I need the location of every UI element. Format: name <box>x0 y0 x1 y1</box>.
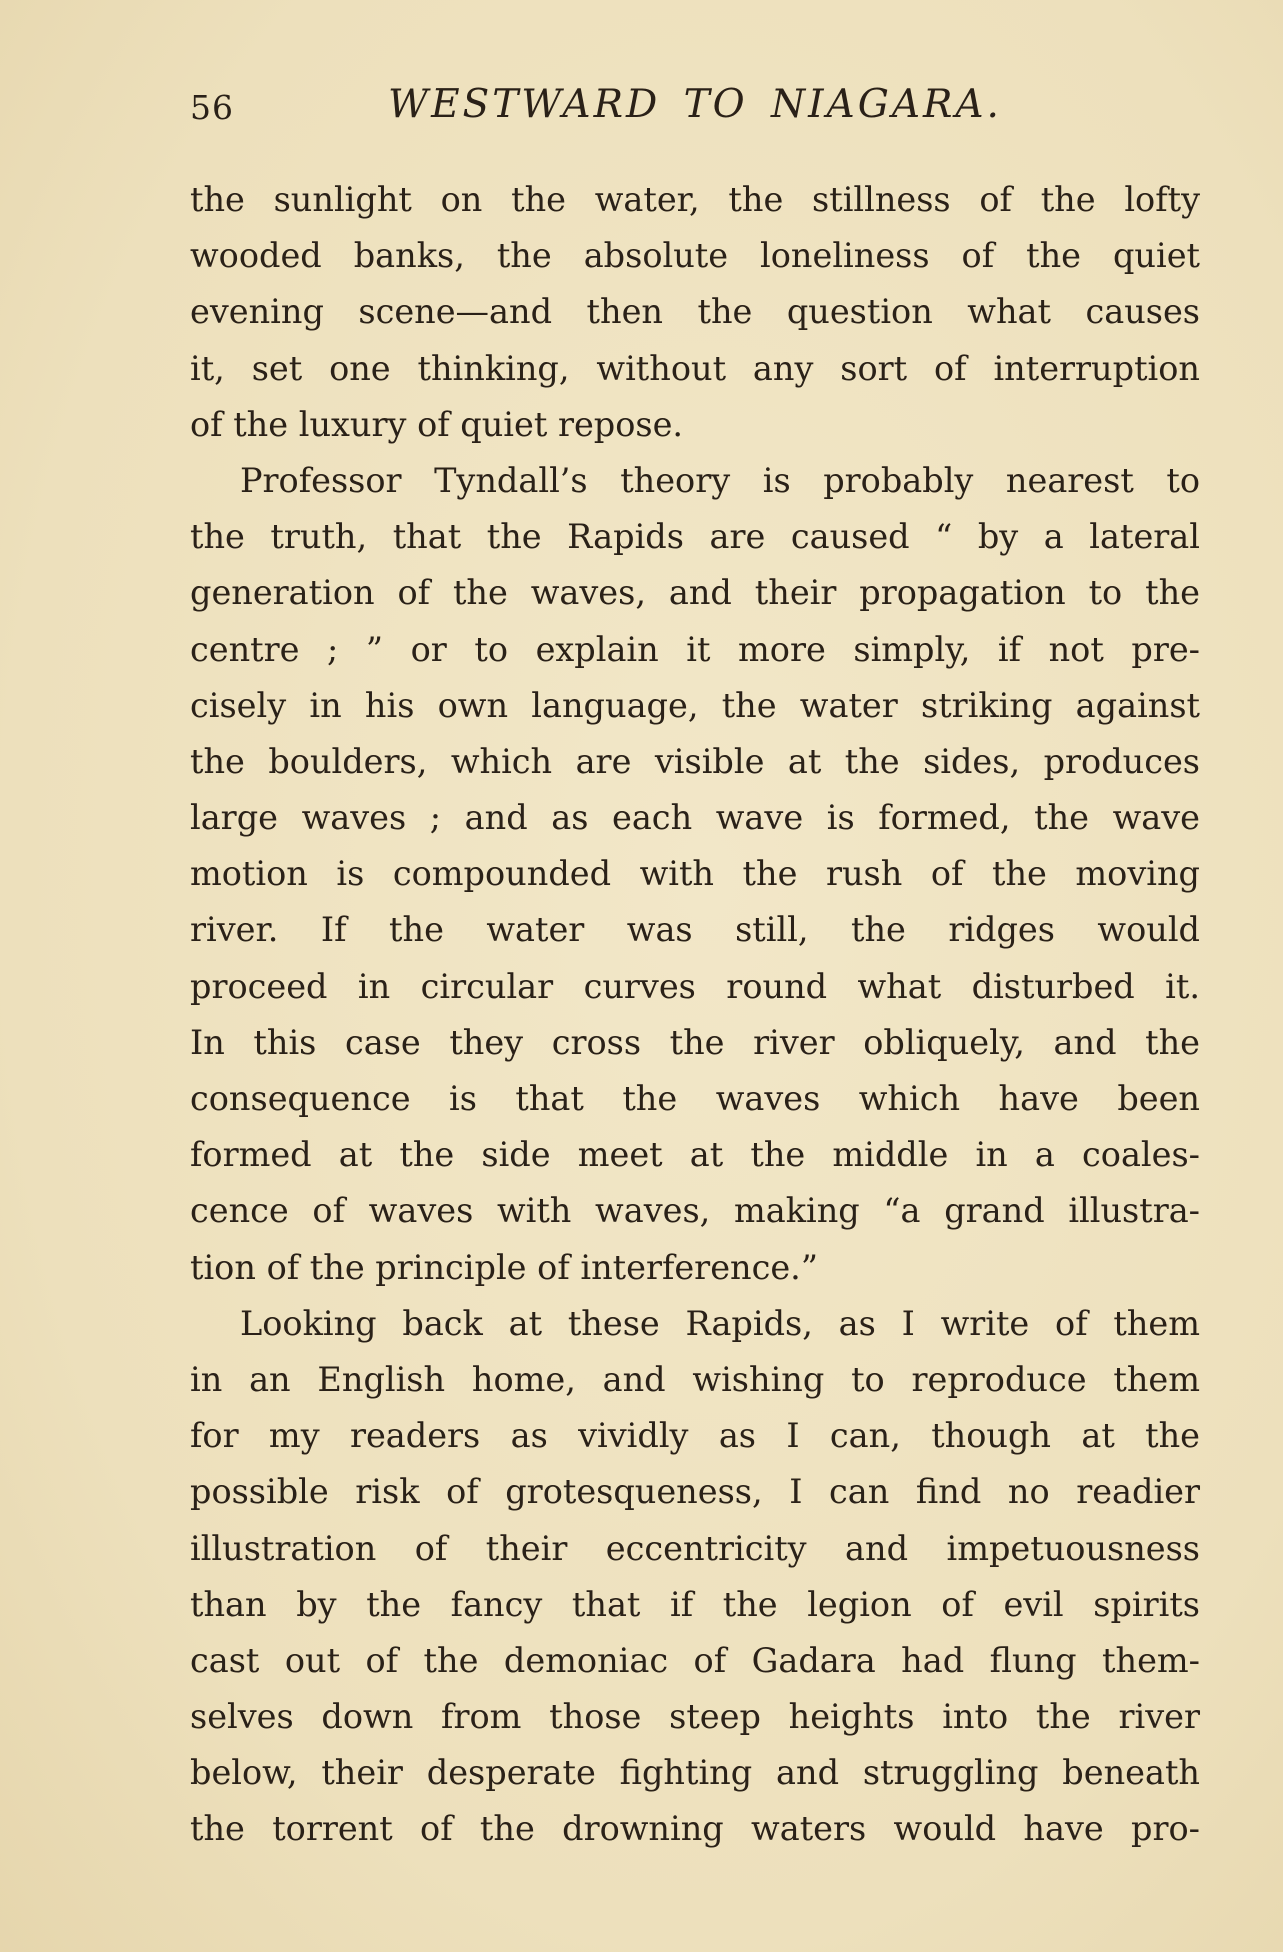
text-line: cisely in his own language, the water striking against <box>190 685 1200 725</box>
text-line: below, their desperate fighting and struggling beneath <box>190 1753 1200 1793</box>
text-line: the sunlight on the water, the stillness of the lofty <box>190 180 1200 219</box>
text-line: large waves ; and as each wave is formed, the wave <box>190 798 1200 838</box>
text-line: consequence is that the waves which have been <box>190 1079 1200 1118</box>
body-text <box>190 172 1200 1858</box>
text-line: centre ; ” or to explain it more simply, if not pre- <box>190 629 1200 669</box>
text-line: wooded banks, the absolute loneliness of the quiet <box>190 236 1200 276</box>
text-line: of the luxury of quiet repose. <box>190 404 684 444</box>
text-line: for my readers as vividly as I can, though at the <box>190 1416 1200 1456</box>
text-line: river. If the water was still, the ridges would <box>190 910 1200 950</box>
text-line: the truth, that the Rapids are caused “ by a lateral <box>190 517 1200 557</box>
text-line: Looking back at these Rapids, as I write of them <box>240 1303 1200 1343</box>
text-line: possible risk of grotesqueness, I can find no readier <box>190 1472 1200 1512</box>
text-line: illustration of their eccentricity and impetuousness <box>190 1528 1200 1568</box>
text-line: generation of the waves, and their propagation to the <box>190 573 1200 613</box>
text-line: proceed in circular curves round what disturbed it. <box>190 966 1200 1006</box>
running-title: WESTWARD TO NIAGARA. <box>388 82 1002 127</box>
text-line: the boulders, which are visible at the sides, produces <box>190 741 1200 781</box>
text-line: Professor Tyndall’s theory is probably nearest to <box>240 460 1200 500</box>
text-line: motion is compounded with the rush of the moving <box>190 854 1200 894</box>
text-line: cence of waves with waves, making “a grand illustra- <box>190 1191 1200 1231</box>
text-line: tion of the principle of interference.” <box>190 1247 818 1287</box>
text-line: evening scene—and then the question what causes <box>190 292 1200 332</box>
text-line: In this case they cross the river obliquely, and the <box>190 1022 1200 1062</box>
text-line: in an English home, and wishing to reproduce them <box>190 1359 1200 1399</box>
text-line: the torrent of the drowning waters would have pro- <box>190 1809 1200 1849</box>
text-line: it, set one thinking, without any sort of interruption <box>190 348 1200 388</box>
text-line: than by the fancy that if the legion of evil spirits <box>190 1584 1200 1624</box>
running-head <box>188 82 1198 132</box>
text-line: selves down from those steep heights into the river <box>190 1697 1200 1737</box>
text-line: cast out of the demoniac of Gadara had flung them- <box>190 1640 1200 1680</box>
page-number: 56 <box>190 88 234 127</box>
text-line: formed at the side meet at the middle in a coales- <box>190 1135 1200 1175</box>
